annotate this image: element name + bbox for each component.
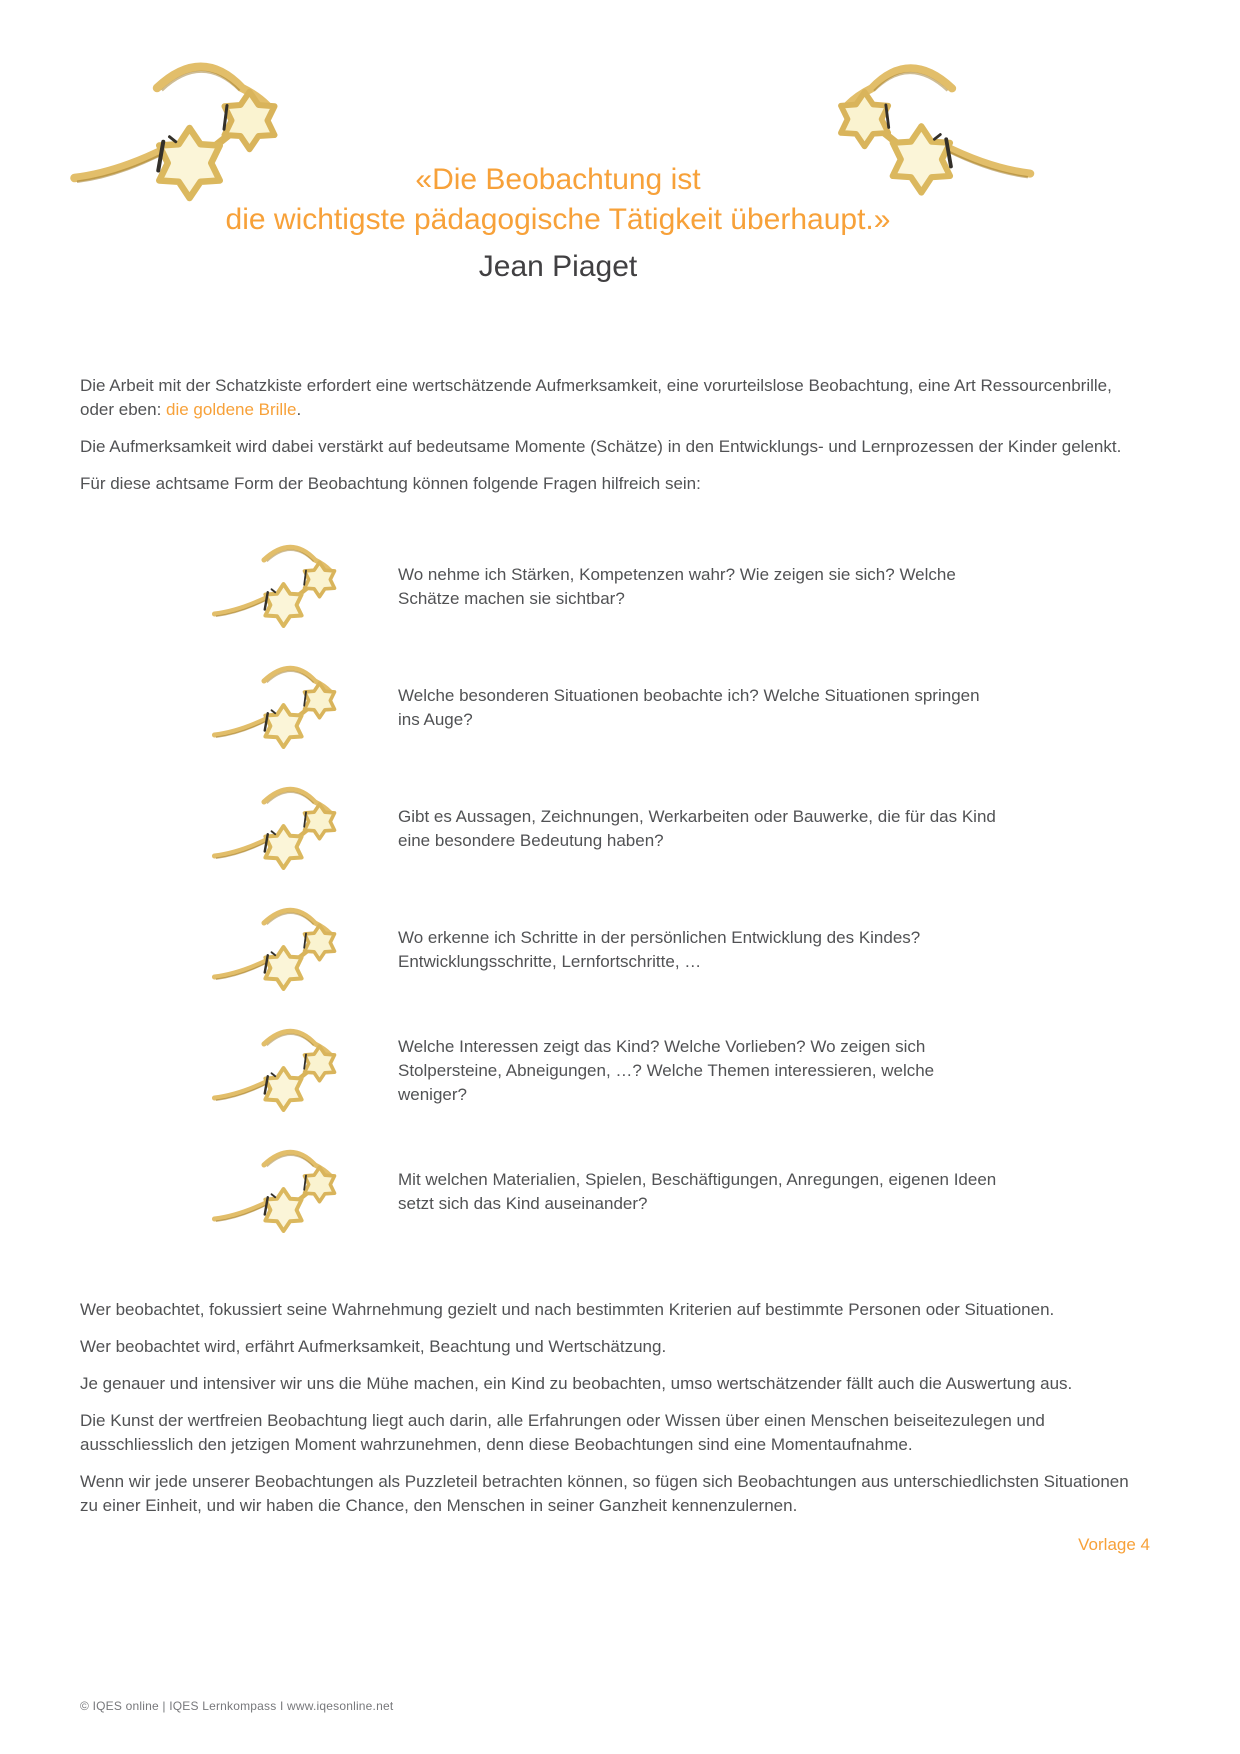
quote-block xyxy=(0,160,1116,286)
star-glasses-icon xyxy=(210,784,360,874)
list-item xyxy=(80,889,1150,1010)
list-item xyxy=(80,1010,1150,1131)
question-text: Mit welchen Materialien, Spielen, Beschäftigungen, Anregungen, eigenen Ideen setzt sich das Kind auseinander? xyxy=(398,1169,997,1213)
question-text: Wo nehme ich Stärken, Kompetenzen wahr? Wie zeigen sie sich? Welche Schätze machen sie sichtbar? xyxy=(398,564,956,608)
list-item xyxy=(80,526,1150,647)
footer-copyright: © IQES online | IQES Lernkompass I www.iqesonline.net xyxy=(80,1699,394,1713)
question-text: Welche besonderen Situationen beobachte ich? Welche Situationen springen ins Auge? xyxy=(398,685,980,729)
intro-paragraph-3: Für diese achtsame Form der Beobachtung können folgende Fragen hilfreich sein: xyxy=(80,474,701,493)
question-text: Welche Interessen zeigt das Kind? Welche Vorlieben? Wo zeigen sich Stolpersteine, Abneigungen, …? Welche Themen interessieren, welche weniger? xyxy=(398,1036,935,1104)
intro-paragraph-1 xyxy=(80,374,1150,422)
question-list xyxy=(80,526,1150,1252)
list-item xyxy=(80,647,1150,768)
star-glasses-icon xyxy=(210,1026,360,1116)
closing-paragraph-5: Wenn wir jede unserer Beobachtungen als Puzzleteil betrachten können, so fügen sich Beobachtungen aus unterschiedlichsten Situationen zu einer Einheit, und wir haben die Chance, den Menschen in seiner Ganzheit kennenzulernen. xyxy=(80,1472,1129,1515)
intro-paragraph-2: Die Aufmerksamkeit wird dabei verstärkt auf bedeutsame Momente (Schätze) in den Entwicklungs- und Lernprozessen der Kinder gelenkt. xyxy=(80,437,1122,456)
closing-paragraph-2: Wer beobachtet wird, erfährt Aufmerksamkeit, Beachtung und Wertschätzung. xyxy=(80,1337,667,1356)
star-glasses-icon xyxy=(210,542,360,632)
quote-line-2: die wichtigste pädagogische Tätigkeit überhaupt.» xyxy=(225,203,891,236)
star-glasses-icon xyxy=(210,1147,360,1237)
page-header xyxy=(0,0,1240,310)
star-glasses-icon xyxy=(210,905,360,995)
question-text: Gibt es Aussagen, Zeichnungen, Werkarbeiten oder Bauwerke, die für das Kind eine besondere Bedeutung haben? xyxy=(398,806,996,850)
intro-p1-highlight: die goldene Brille xyxy=(166,400,297,419)
list-item xyxy=(80,1131,1150,1252)
quote-author: Jean Piaget xyxy=(478,250,638,283)
star-glasses-icon xyxy=(210,663,360,753)
quote-line-1: «Die Beobachtung ist xyxy=(415,163,701,196)
question-text: Wo erkenne ich Schritte in der persönlichen Entwicklung des Kindes? Entwicklungsschritte, Lernfortschritte, … xyxy=(398,927,921,971)
page-label: Vorlage 4 xyxy=(1078,1535,1150,1554)
intro-p1-text: Die Arbeit mit der Schatzkiste erfordert eine wertschätzende Aufmerksamkeit, eine vorurteilslose Beobachtung, eine Art Ressourcenbrille, oder eben: xyxy=(80,376,1112,419)
intro-p1-period: . xyxy=(296,400,302,419)
closing-paragraph-1: Wer beobachtet, fokussiert seine Wahrnehmung gezielt und nach bestimmten Kriterien auf bestimmte Personen oder Situationen. xyxy=(80,1300,1055,1319)
page-content xyxy=(0,374,1240,1556)
closing-paragraph-4: Die Kunst der wertfreien Beobachtung liegt auch darin, alle Erfahrungen oder Wissen über einen Menschen beiseitezulegen und ausschliesslich den jetzigen Moment wahrzunehmen, denn diese Beobachtungen sind eine Momentaufnahme. xyxy=(80,1411,1045,1454)
closing-paragraph-3: Je genauer und intensiver wir uns die Mühe machen, ein Kind zu beobachten, umso wertschätzender fällt auch die Auswertung aus. xyxy=(80,1374,1073,1393)
list-item xyxy=(80,768,1150,889)
